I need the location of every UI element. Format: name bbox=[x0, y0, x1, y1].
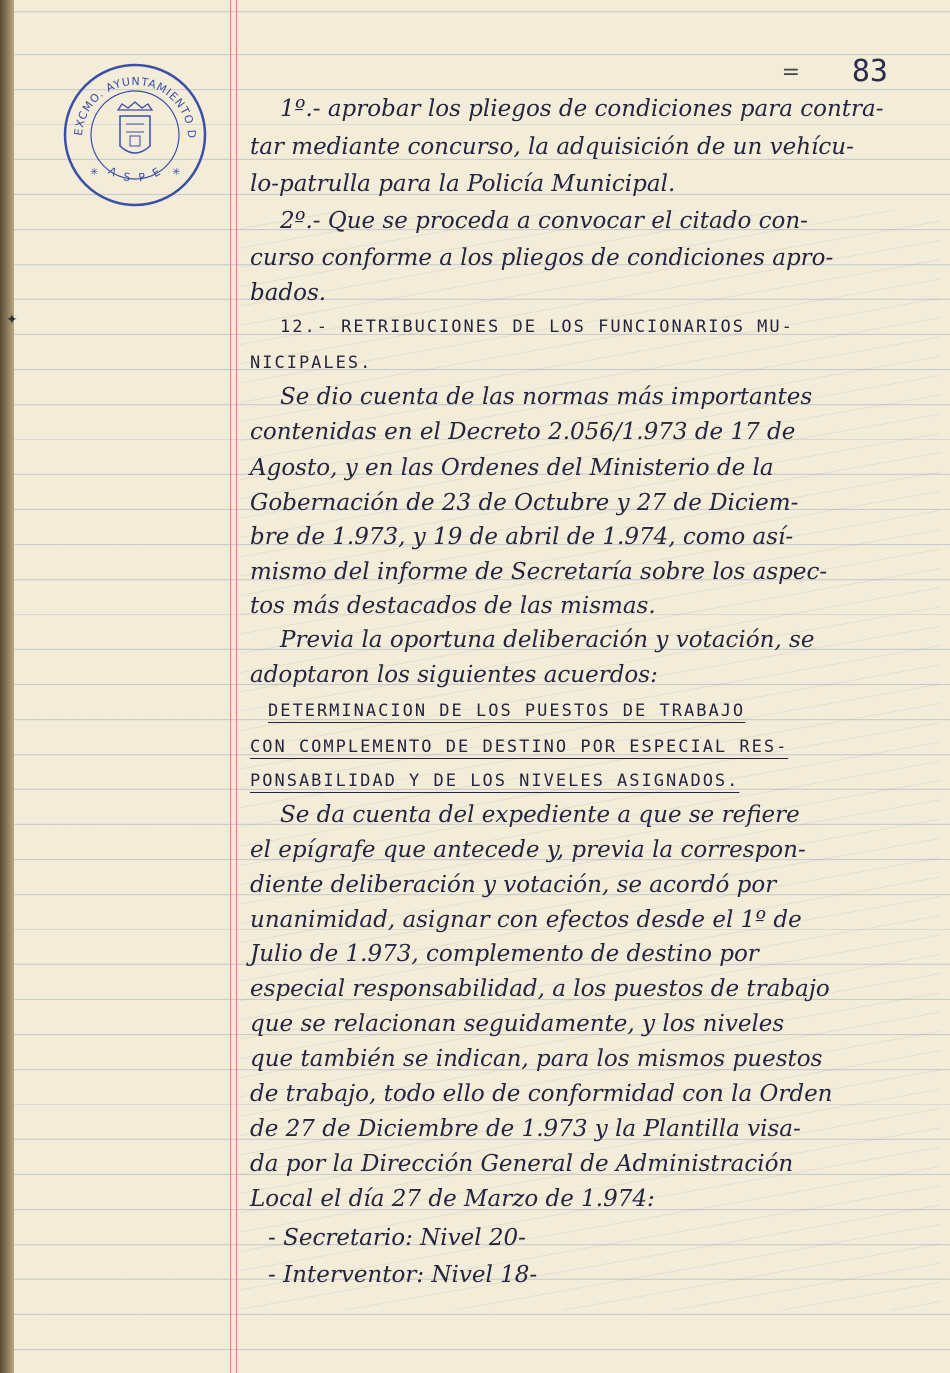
text-line: diente deliberación y votación, se acordó por bbox=[250, 872, 777, 898]
list-item: - Interventor: Nivel 18- bbox=[268, 1262, 538, 1288]
text-line: Local el día 27 de Marzo de 1.974: bbox=[250, 1186, 655, 1212]
text-line: lo-patrulla para la Policía Municipal. bbox=[250, 171, 676, 197]
text-line: unanimidad, asignar con efectos desde el 1º de bbox=[250, 907, 802, 933]
text-line: Previa la oportuna deliberación y votación, se bbox=[280, 627, 815, 653]
text-line: Se dio cuenta de las normas más importantes bbox=[280, 384, 813, 410]
text-line: de trabajo, todo ello de conformidad con la Orden bbox=[250, 1081, 833, 1107]
text-line: 1º.- aprobar los pliegos de condiciones para contra- bbox=[280, 96, 884, 122]
text-line: mismo del informe de Secretaría sobre los aspec- bbox=[250, 559, 828, 585]
section-heading: NICIPALES. bbox=[250, 353, 373, 373]
text-line: que se relacionan seguidamente, y los niveles bbox=[250, 1011, 785, 1037]
svg-text:✳: ✳ bbox=[90, 167, 99, 178]
text-line: de 27 de Diciembre de 1.973 y la Plantilla visa- bbox=[250, 1116, 801, 1142]
page-number: 83 bbox=[851, 54, 888, 89]
text-line: da por la Dirección General de Administración bbox=[250, 1151, 794, 1177]
text-line: contenidas en el Decreto 2.056/1.973 de 17 de bbox=[250, 419, 796, 445]
subheading: CON COMPLEMENTO DE DESTINO POR ESPECIAL RES- bbox=[250, 737, 789, 757]
text-line: que también se indican, para los mismos puestos bbox=[250, 1046, 823, 1072]
list-item: - Secretario: Nivel 20- bbox=[268, 1225, 526, 1251]
text-line: tar mediante concurso, la adquisición de un vehícu- bbox=[250, 134, 854, 160]
margin-rule bbox=[230, 0, 231, 1373]
binding-edge bbox=[0, 0, 14, 1373]
text-line: el epígrafe que antecede y, previa la correspon- bbox=[250, 837, 806, 863]
text-line: tos más destacados de las mismas. bbox=[250, 593, 656, 619]
svg-text:A S P E: A S P E bbox=[105, 163, 166, 185]
section-heading: 12.- RETRIBUCIONES DE LOS FUNCIONARIOS MU- bbox=[280, 317, 794, 337]
text-line: Agosto, y en las Ordenes del Ministerio de la bbox=[250, 455, 774, 481]
header-mark: = bbox=[781, 60, 798, 85]
text-line: Se da cuenta del expediente a que se refiere bbox=[280, 802, 800, 828]
subheading: PONSABILIDAD Y DE LOS NIVELES ASIGNADOS. bbox=[250, 771, 740, 791]
text-line: Julio de 1.973, complemento de destino por bbox=[250, 941, 759, 967]
text-line: bados. bbox=[250, 280, 327, 306]
text-line: adoptaron los siguientes acuerdos: bbox=[250, 662, 658, 688]
text-line: bre de 1.973, y 19 de abril de 1.974, como así- bbox=[250, 524, 794, 550]
punch-mark: ✦ bbox=[6, 312, 18, 328]
svg-text:EXCMO. AYUNTAMIENTO DE: EXCMO. AYUNTAMIENTO D bbox=[71, 74, 199, 140]
margin-rule bbox=[236, 0, 237, 1373]
text-line: Gobernación de 23 de Octubre y 27 de Diciem- bbox=[250, 490, 799, 516]
text-line: 2º.- Que se proceda a convocar el citado con- bbox=[280, 208, 808, 234]
text-line: especial responsabilidad, a los puestos de trabajo bbox=[250, 976, 830, 1002]
text-line: curso conforme a los pliegos de condiciones apro- bbox=[250, 245, 834, 271]
svg-text:✳: ✳ bbox=[172, 167, 181, 178]
municipal-seal-stamp bbox=[60, 60, 210, 210]
subheading: DETERMINACION DE LOS PUESTOS DE TRABAJO bbox=[268, 701, 746, 721]
